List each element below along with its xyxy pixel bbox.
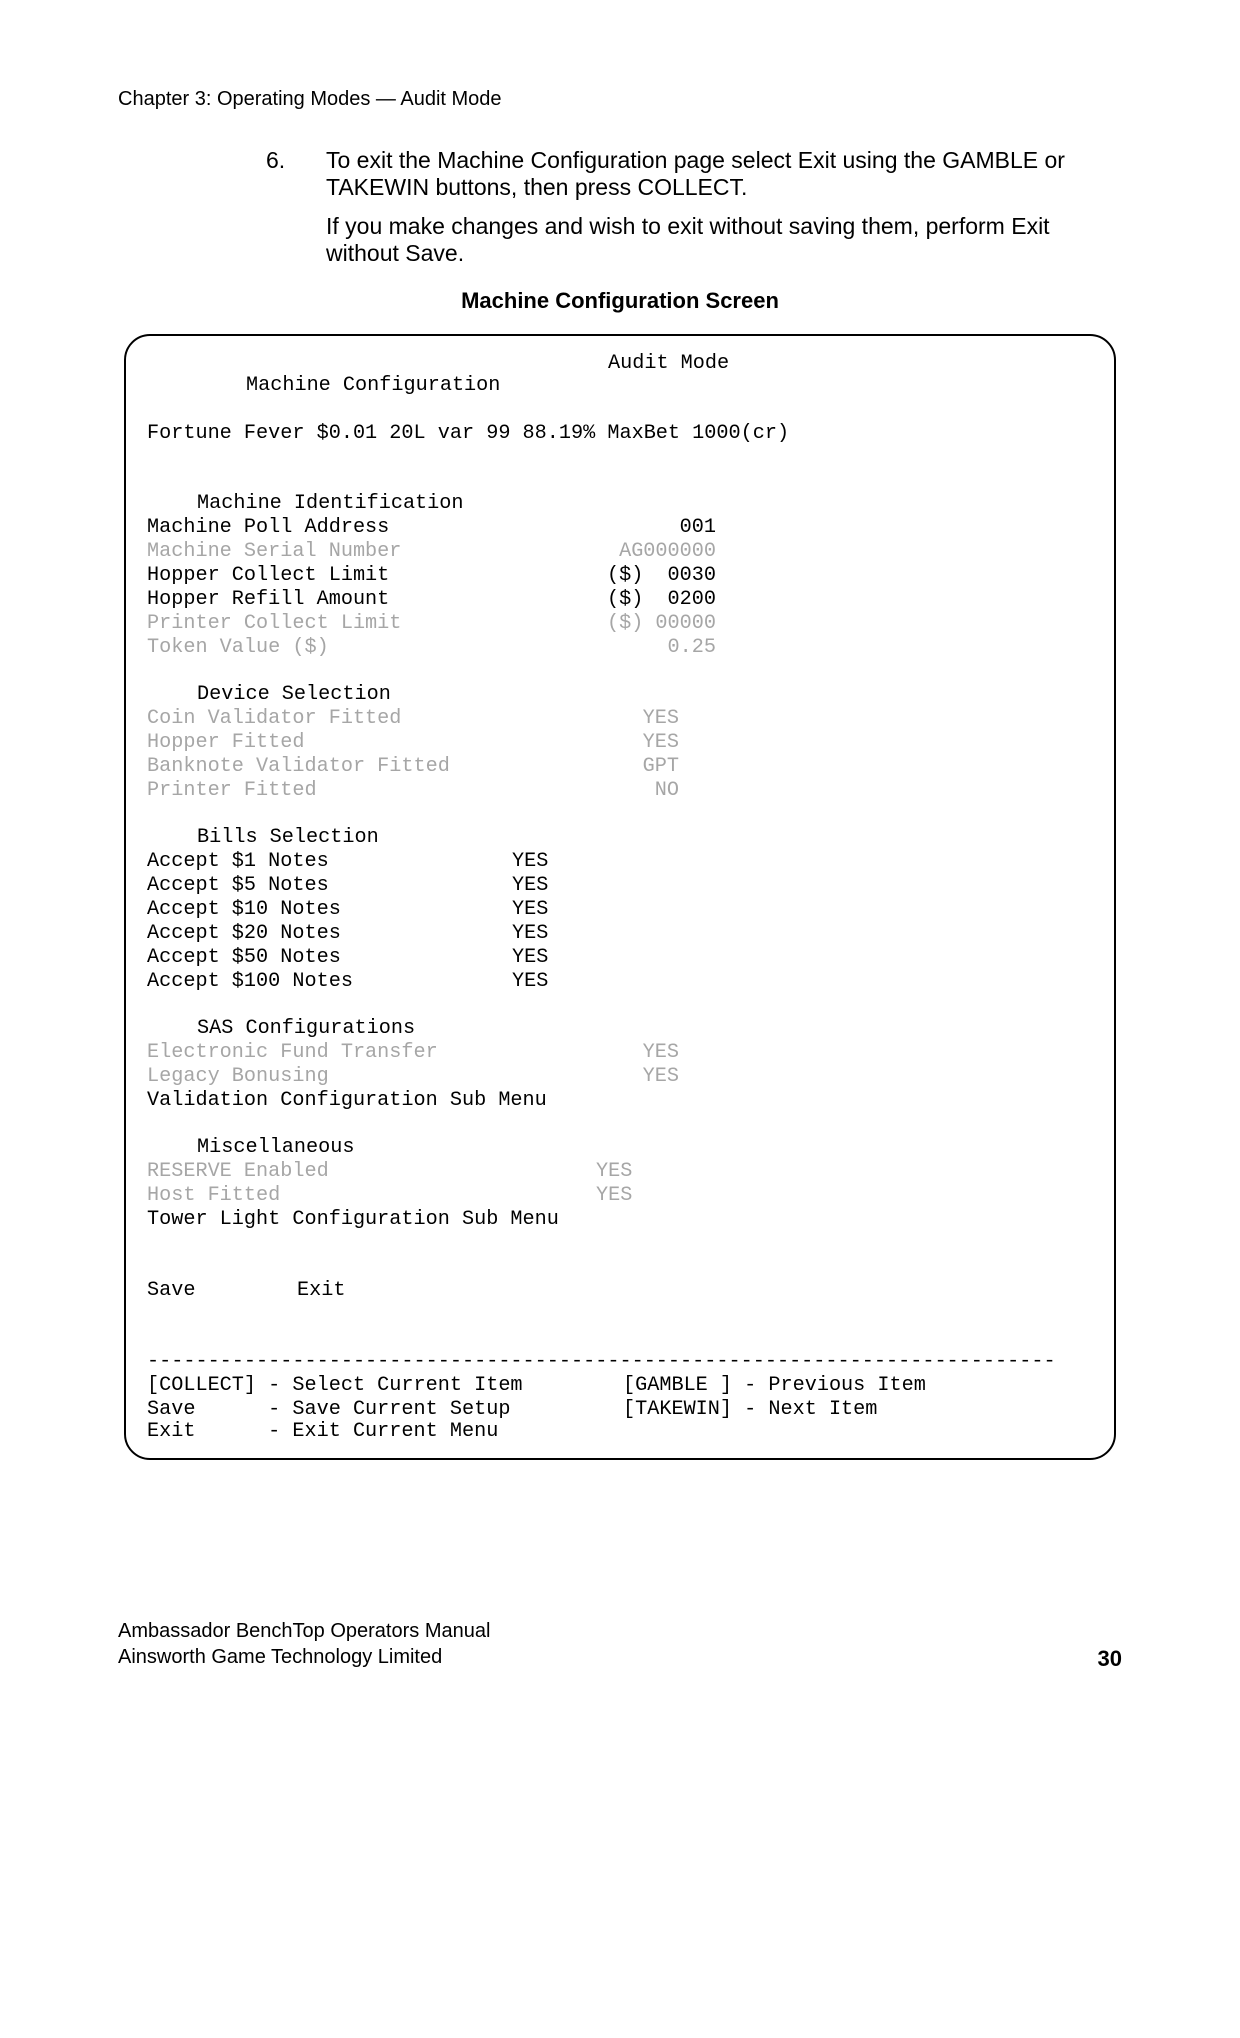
menu-item-accept-20-notes[interactable]: Accept $20 Notes xyxy=(147,922,341,945)
section-heading-sas-configurations: SAS Configurations xyxy=(197,1017,416,1040)
menu-item-legacy-bonusing: Legacy Bonusing xyxy=(147,1065,329,1088)
help-takewin: [TAKEWIN] - Next Item xyxy=(623,1398,878,1421)
footer-company: Ainsworth Game Technology Limited xyxy=(118,1646,443,1668)
value-machine-poll-address: 001 xyxy=(679,516,716,539)
mode-label: Audit Mode xyxy=(608,352,730,375)
screen-divider: --------------------------------------------------------------------------- xyxy=(147,1350,1056,1373)
value-machine-serial-number: AG000000 xyxy=(619,540,716,563)
page-number: 30 xyxy=(1097,1646,1122,1671)
value-printer-fitted: NO xyxy=(654,779,679,802)
menu-item-accept-10-notes[interactable]: Accept $10 Notes xyxy=(147,898,341,921)
menu-item-hopper-fitted: Hopper Fitted xyxy=(147,731,305,754)
section-heading-miscellaneous: Miscellaneous xyxy=(197,1136,355,1159)
menu-item-accept-100-notes[interactable]: Accept $100 Notes xyxy=(147,970,353,993)
menu-item-machine-serial-number: Machine Serial Number xyxy=(147,540,402,563)
step-number: 6. xyxy=(266,147,286,173)
value-reserve-enabled: YES xyxy=(596,1160,633,1183)
help-save: Save - Save Current Setup xyxy=(147,1398,511,1421)
menu-item-validation-configuration-sub-menu[interactable]: Validation Configuration Sub Menu xyxy=(147,1089,547,1112)
menu-item-reserve-enabled: RESERVE Enabled xyxy=(147,1160,329,1183)
game-info: Fortune Fever $0.01 20L var 99 88.19% MaxBet 1000(cr) xyxy=(147,422,790,445)
step-body xyxy=(326,147,1106,279)
menu-item-accept-50-notes[interactable]: Accept $50 Notes xyxy=(147,946,341,969)
step-paragraph-2: If you make changes and wish to exit without saving them, perform Exit without Save. xyxy=(326,213,1050,266)
section-heading-device-selection: Device Selection xyxy=(197,683,391,706)
value-printer-collect-limit: ($) 00000 xyxy=(606,612,716,635)
save-option[interactable]: Save xyxy=(147,1279,196,1302)
value-accept-50-notes: YES xyxy=(512,946,549,969)
figure-caption: Machine Configuration Screen xyxy=(461,288,779,313)
value-coin-validator-fitted: YES xyxy=(642,707,679,730)
menu-item-printer-fitted: Printer Fitted xyxy=(147,779,317,802)
menu-item-machine-poll-address[interactable]: Machine Poll Address xyxy=(147,516,390,539)
value-hopper-fitted: YES xyxy=(642,731,679,754)
section-heading-bills-selection: Bills Selection xyxy=(197,826,379,849)
chapter-header: Chapter 3: Operating Modes — Audit Mode xyxy=(118,88,502,110)
value-legacy-bonusing: YES xyxy=(642,1065,679,1088)
menu-item-tower-light-configuration-sub-menu[interactable]: Tower Light Configuration Sub Menu xyxy=(147,1208,559,1231)
value-accept-5-notes: YES xyxy=(512,874,549,897)
menu-item-coin-validator-fitted: Coin Validator Fitted xyxy=(147,707,402,730)
help-exit: Exit - Exit Current Menu xyxy=(147,1420,499,1443)
menu-item-electronic-fund-transfer: Electronic Fund Transfer xyxy=(147,1041,438,1064)
value-host-fitted: YES xyxy=(596,1184,633,1207)
help-collect: [COLLECT] - Select Current Item xyxy=(147,1374,523,1397)
value-electronic-fund-transfer: YES xyxy=(642,1041,679,1064)
value-accept-10-notes: YES xyxy=(512,898,549,921)
value-token-value: 0.25 xyxy=(667,636,716,659)
menu-item-banknote-validator-fitted: Banknote Validator Fitted xyxy=(147,755,450,778)
menu-item-accept-5-notes[interactable]: Accept $5 Notes xyxy=(147,874,329,897)
machine-configuration-screen xyxy=(124,334,1116,1460)
help-gamble: [GAMBLE ] - Previous Item xyxy=(623,1374,926,1397)
menu-item-hopper-refill-amount[interactable]: Hopper Refill Amount xyxy=(147,588,390,611)
menu-item-token-value: Token Value ($) xyxy=(147,636,329,659)
menu-item-printer-collect-limit: Printer Collect Limit xyxy=(147,612,402,635)
menu-item-host-fitted: Host Fitted xyxy=(147,1184,281,1207)
screen-title: Machine Configuration xyxy=(246,374,501,397)
menu-item-accept-1-notes[interactable]: Accept $1 Notes xyxy=(147,850,329,873)
step-paragraph-1: To exit the Machine Configuration page select Exit using the GAMBLE or TAKEWIN buttons, then press COLLECT. xyxy=(326,147,1065,200)
menu-item-hopper-collect-limit[interactable]: Hopper Collect Limit xyxy=(147,564,390,587)
exit-option[interactable]: Exit xyxy=(297,1279,346,1302)
value-hopper-collect-limit: ($) 0030 xyxy=(606,564,716,587)
value-banknote-validator-fitted: GPT xyxy=(642,755,679,778)
value-hopper-refill-amount: ($) 0200 xyxy=(606,588,716,611)
footer-manual-title: Ambassador BenchTop Operators Manual xyxy=(118,1620,491,1642)
value-accept-1-notes: YES xyxy=(512,850,549,873)
value-accept-100-notes: YES xyxy=(512,970,549,993)
value-accept-20-notes: YES xyxy=(512,922,549,945)
section-heading-machine-identification: Machine Identification xyxy=(197,492,464,515)
